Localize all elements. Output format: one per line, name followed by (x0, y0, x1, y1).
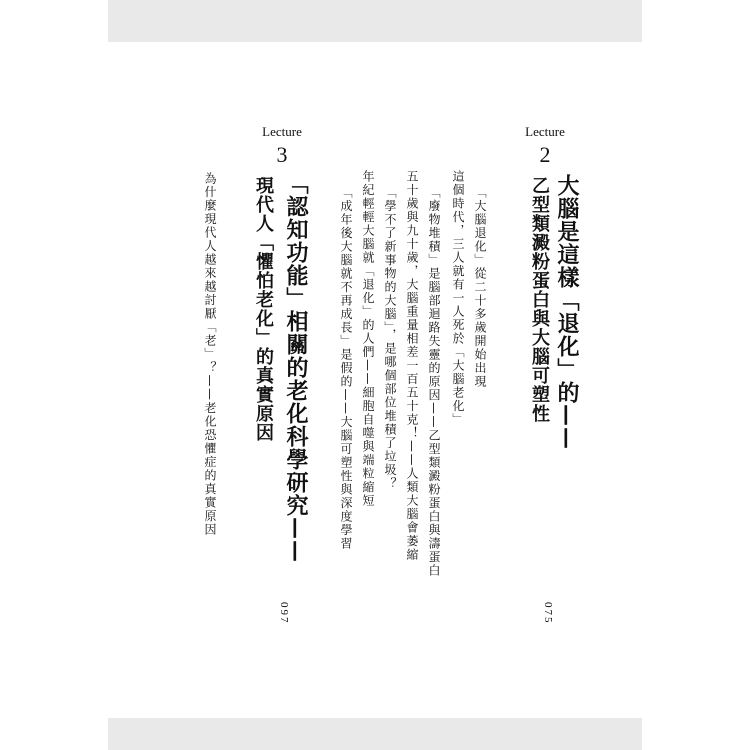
lecture-2-title-line1: 大腦是這樣「退化」的—— (554, 174, 580, 450)
lecture-2-item-7: 「成年後大腦就不再成長」是假的——大腦可塑性與深度學習 (339, 186, 353, 551)
lecture-2-item-6: 年紀輕輕大腦就「退化」的人們——細胞自噬與端粒縮短 (361, 170, 375, 508)
lecture-3-label: Lecture (262, 124, 302, 139)
top-gray-band (108, 0, 642, 42)
lecture-2-page-number: 075 (542, 602, 554, 625)
lecture-3-title-line2: 現代人「懼怕老化」的真實原因 (253, 176, 274, 442)
lecture-3-item-1: 為什麼現代人越來越討厭「老」？——老化恐懼症的真實原因 (203, 172, 217, 537)
lecture-3-number: 3 (276, 142, 288, 167)
lecture-2-item-3: 「廢物堆積」是腦部迴路失靈的原因——乙型類澱粉蛋白與濤蛋白 (427, 186, 441, 578)
bottom-gray-band (108, 718, 642, 750)
lecture-2-item-1: 「大腦退化」從二十多歲開始出現 (473, 186, 487, 389)
lecture-2-label: Lecture (525, 124, 565, 139)
lecture-2-item-4: 五十歲與九十歲，大腦重量相差一百五十克！——人類大腦會萎縮 (405, 170, 419, 562)
lecture-2-item-2: 這個時代，三人就有一人死於「大腦老化」 (451, 170, 465, 427)
lecture-3-page-number: 097 (278, 602, 290, 625)
lecture-2-item-5: 「學不了新事物的大腦」，是哪個部位堆積了垃圾？ (383, 186, 397, 491)
lecture-3-title-line1: 「認知功能」相關的老化科學研究—— (283, 172, 309, 563)
lecture-2-title-line2: 乙型類澱粉蛋白與大腦可塑性 (529, 176, 550, 423)
lecture-2-number: 2 (539, 142, 551, 167)
